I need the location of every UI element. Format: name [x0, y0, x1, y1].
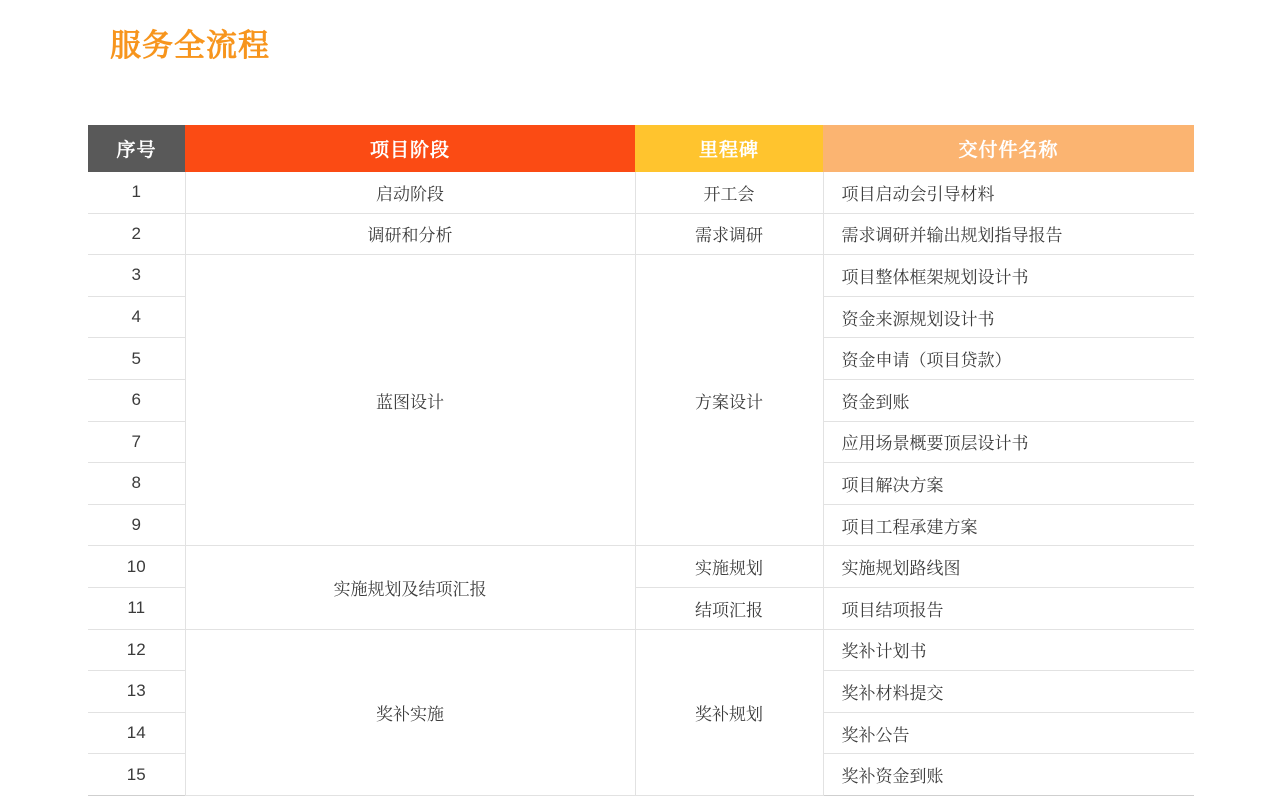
cell-phase: 启动阶段	[185, 172, 635, 213]
cell-deliverable: 项目整体框架规划设计书	[823, 255, 1194, 297]
table-header	[88, 125, 1194, 172]
table-row	[88, 213, 1194, 255]
column-header-deliverable: 交付件名称	[823, 125, 1194, 172]
cell-milestone: 开工会	[635, 172, 823, 213]
cell-deliverable: 项目解决方案	[823, 463, 1194, 505]
table-header-row	[88, 125, 1194, 172]
cell-seq: 9	[88, 504, 185, 546]
service-flow-table-wrapper	[88, 125, 1194, 796]
cell-milestone: 奖补规划	[635, 629, 823, 795]
cell-milestone: 需求调研	[635, 213, 823, 255]
table-row	[88, 172, 1194, 213]
cell-deliverable: 项目启动会引导材料	[823, 172, 1194, 213]
cell-seq: 3	[88, 255, 185, 297]
cell-seq: 6	[88, 379, 185, 421]
cell-deliverable: 奖补材料提交	[823, 671, 1194, 713]
column-header-phase: 项目阶段	[185, 125, 635, 172]
cell-deliverable: 项目工程承建方案	[823, 504, 1194, 546]
cell-seq: 13	[88, 671, 185, 713]
cell-seq: 8	[88, 463, 185, 505]
column-header-milestone: 里程碑	[635, 125, 823, 172]
cell-milestone: 实施规划	[635, 546, 823, 588]
cell-seq: 5	[88, 338, 185, 380]
cell-deliverable: 项目结项报告	[823, 587, 1194, 629]
cell-deliverable: 需求调研并输出规划指导报告	[823, 213, 1194, 255]
cell-milestone: 结项汇报	[635, 587, 823, 629]
table-row	[88, 546, 1194, 588]
cell-phase: 蓝图设计	[185, 255, 635, 546]
cell-seq: 7	[88, 421, 185, 463]
cell-milestone: 方案设计	[635, 255, 823, 546]
cell-seq: 11	[88, 587, 185, 629]
cell-phase: 实施规划及结项汇报	[185, 546, 635, 629]
cell-deliverable: 应用场景概要顶层设计书	[823, 421, 1194, 463]
cell-seq: 12	[88, 629, 185, 671]
cell-deliverable: 资金申请（项目贷款）	[823, 338, 1194, 380]
cell-deliverable: 奖补计划书	[823, 629, 1194, 671]
cell-seq: 2	[88, 213, 185, 255]
cell-deliverable: 实施规划路线图	[823, 546, 1194, 588]
cell-seq: 14	[88, 712, 185, 754]
column-header-seq: 序号	[88, 125, 185, 172]
service-flow-table	[88, 125, 1194, 796]
cell-deliverable: 资金来源规划设计书	[823, 296, 1194, 338]
cell-seq: 10	[88, 546, 185, 588]
cell-phase: 调研和分析	[185, 213, 635, 255]
cell-deliverable: 奖补资金到账	[823, 754, 1194, 796]
table-body	[88, 172, 1194, 795]
cell-seq: 4	[88, 296, 185, 338]
cell-seq: 15	[88, 754, 185, 796]
table-row	[88, 255, 1194, 297]
table-row	[88, 629, 1194, 671]
cell-deliverable: 奖补公告	[823, 712, 1194, 754]
cell-phase: 奖补实施	[185, 629, 635, 795]
cell-seq: 1	[88, 172, 185, 213]
page-title: 服务全流程	[110, 28, 270, 63]
cell-deliverable: 资金到账	[823, 379, 1194, 421]
